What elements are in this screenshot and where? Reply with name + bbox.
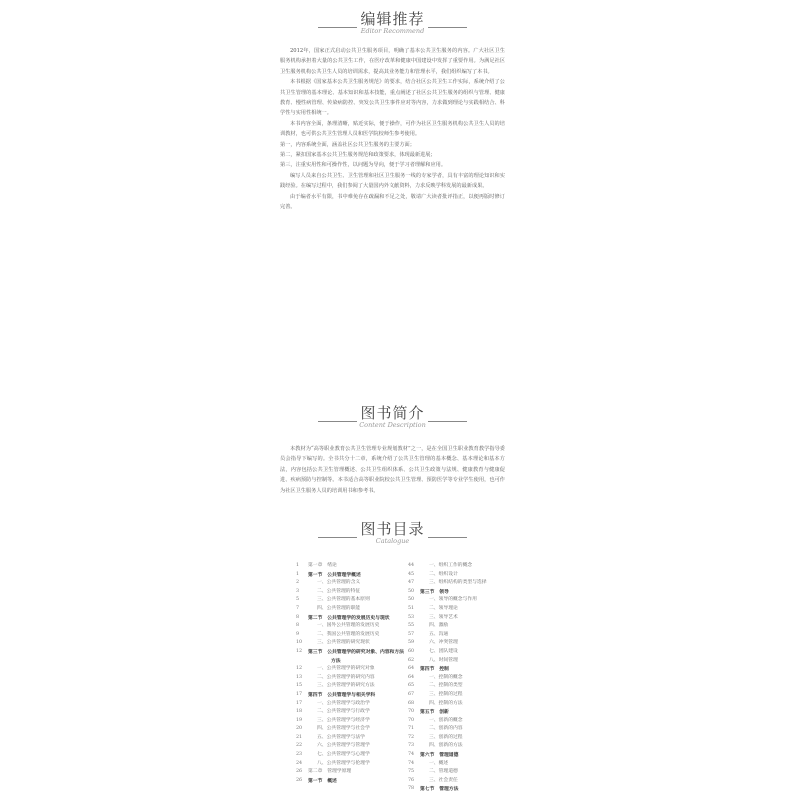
book-intro-section	[280, 402, 505, 496]
toc-entry	[296, 700, 391, 709]
toc-page-number: 8	[296, 614, 300, 620]
toc-entry-title: 第七节 管理方法	[420, 786, 459, 793]
toc-entry	[296, 665, 391, 674]
toc-entry	[296, 631, 391, 640]
toc-entry-title: 第一章 绪论	[308, 563, 337, 568]
toc-entry-title: 二、管理道德	[429, 769, 458, 775]
toc-page-number: 55	[408, 623, 415, 629]
toc-entry-title: 三、领导艺术	[429, 614, 458, 620]
toc-entry-title: 一、概述	[429, 760, 449, 766]
toc-entry	[296, 734, 391, 743]
toc-entry-title: 三、创新的过程	[429, 734, 463, 740]
toc-page-number: 1	[296, 571, 300, 577]
toc-entry	[296, 742, 391, 751]
toc-entry-title: 一、领导的概念与作用	[429, 597, 477, 603]
toc-page-number: 44	[408, 563, 415, 568]
toc-entry	[296, 562, 391, 571]
toc-page-number: 70	[408, 709, 415, 715]
toc-entry	[296, 648, 404, 657]
toc-entry	[296, 605, 391, 614]
toc-entry	[296, 588, 391, 597]
toc-page-number: 62	[408, 657, 415, 663]
toc-page-number: 26	[296, 777, 303, 783]
toc-entry	[408, 596, 508, 605]
toc-entry	[408, 725, 508, 734]
toc-entry-title: 三、公共管理的研究现状	[317, 640, 370, 646]
toc-entry	[296, 622, 391, 631]
toc-page-number: 23	[296, 752, 303, 758]
toc-entry	[296, 777, 391, 786]
toc-left-column	[296, 562, 404, 785]
toc-page-number: 64	[408, 666, 415, 672]
paragraph: 第二，紧扣国家基本公共卫生服务规范和政策要求，体现最新进展；	[280, 152, 436, 159]
toc-entry-title: 一、创新的概念	[429, 717, 463, 723]
toc-entry	[296, 760, 391, 769]
toc-entry-title: 三、组织结构的类型与选择	[429, 580, 487, 586]
toc-entry	[408, 571, 508, 580]
toc-entry	[296, 751, 391, 760]
toc-entry	[408, 682, 508, 691]
toc-entry-title: 一、公共管理学与政治学	[317, 700, 370, 706]
toc-entry-title: 二、公共管理学的研究内容	[317, 674, 375, 680]
toc-page-number: 75	[408, 769, 415, 775]
paragraph: 由于编者水平有限，书中难免存在疏漏和不足之处，敬请广大读者批评指正，以便再版时修订完善。	[280, 193, 505, 211]
book-page	[280, 0, 505, 800]
toc-entry	[296, 768, 391, 777]
toc-entry	[408, 742, 508, 751]
toc-page-number: 1	[296, 563, 300, 568]
toc-entry-title: 一、控制的概念	[429, 674, 463, 680]
toc-entry	[296, 682, 391, 691]
paragraph: 本教材为“高等职业教育公共卫生管理专业规划教材”之一，是在全国卫生职业教育教学指导委员会指导下编写的。全书共分十二章，系统介绍了公共卫生管理的基本概念、基本理论和基本方法，内容包括公共卫生管理概述、公共卫生组织体系、公共卫生政策与法规、健康教育与健康促进、疾病预防与控制等。本书适合高等职业院校公共卫生管理、预防医学等专业学生使用，也可作为社区卫生服务人员的培训用书和参考书。	[280, 446, 505, 494]
section-title: 图书目录	[357, 518, 427, 539]
toc-entry-title: 五、沟通	[429, 631, 449, 637]
toc-page-number: 71	[408, 726, 415, 732]
toc-entry	[408, 768, 508, 777]
book-intro-header	[280, 402, 505, 436]
toc-entry-title: 第五节 创新	[420, 709, 449, 716]
toc-page-number: 57	[408, 631, 415, 637]
catalog-section	[280, 518, 505, 793]
toc-page-number: 45	[408, 571, 415, 577]
toc-entry	[408, 665, 508, 674]
toc-page-number: 51	[408, 605, 415, 611]
toc-entry	[296, 614, 391, 623]
toc-entry-title: 二、组织设计	[429, 571, 458, 577]
toc-entry-title: 四、公共管理的职能	[317, 605, 361, 611]
toc-page-number: 50	[408, 597, 415, 603]
toc-entry	[296, 691, 391, 700]
toc-entry-title: 第一节 概述	[308, 777, 337, 784]
paragraph: 第三，注重实用性和可操作性，以问题为导向，便于学习者理解和应用。	[280, 162, 447, 169]
paragraph: 第一，内容系统全面，涵盖社区公共卫生服务的主要方面；	[280, 141, 415, 148]
section-subtitle: Catalogue	[375, 537, 410, 545]
toc-entry-title: 四、公共管理学与社会学	[317, 726, 370, 732]
toc-entry-title: 一、公共管理学的研究对象	[317, 666, 375, 672]
toc-page-number: 8	[296, 623, 300, 629]
toc-page-number: 22	[296, 743, 303, 749]
toc-entry-title: 一、国外公共管理的发展历史	[317, 623, 380, 629]
toc-entry	[408, 751, 508, 760]
toc-entry-title: 第二章 管理学原理	[308, 769, 352, 775]
toc-entry-title: 第二节 公共管理学的发展历史与现状	[308, 614, 390, 621]
toc-page-number: 78	[408, 786, 415, 792]
toc-page-number: 12	[296, 648, 303, 654]
toc-entry	[296, 571, 391, 580]
toc-entry	[408, 639, 508, 648]
toc-page-number	[296, 657, 308, 666]
toc-right-column	[408, 562, 508, 794]
toc-entry-title: 二、我国公共管理的发展历史	[317, 631, 380, 637]
toc-entry	[296, 717, 391, 726]
toc-entry	[408, 631, 508, 640]
toc-page-number: 12	[296, 666, 303, 672]
toc-entry-title: 第六节 管理道德	[420, 752, 459, 759]
toc-entry	[296, 657, 391, 666]
toc-entry	[408, 614, 508, 623]
toc-entry-title: 六、公共管理学与管理学	[317, 743, 370, 749]
toc-entry-title: 二、创新的内容	[429, 726, 463, 732]
toc-entry-title: 第一节 公共管理学概述	[308, 571, 361, 578]
toc-entry	[408, 605, 508, 614]
toc-page-number: 68	[408, 700, 415, 706]
book-intro-body	[280, 444, 505, 496]
toc-entry-title: 四、控制的方法	[429, 700, 463, 706]
toc-entry	[408, 717, 508, 726]
toc-page-number: 9	[296, 631, 300, 637]
toc-entry	[408, 708, 508, 717]
toc-page-number: 70	[408, 717, 415, 723]
toc-entry-title: 五、公共管理学与法学	[317, 734, 365, 740]
toc-entry	[296, 579, 391, 588]
toc-entry	[408, 562, 508, 571]
toc-page-number: 59	[408, 640, 415, 646]
paragraph: 编写人员来自公共卫生、卫生管理和社区卫生服务一线的专家学者，具有丰富的理论知识和实践经验。在编写过程中，我们参阅了大量国内外文献资料，力求反映学科发展的最新成果。	[280, 172, 505, 190]
toc-entry-title: 三、控制的过程	[429, 691, 463, 697]
toc-entry-title: 六、冲突管理	[429, 640, 458, 646]
toc-entry	[408, 700, 508, 709]
toc-page-number: 20	[296, 726, 303, 732]
editor-recommend-header	[280, 8, 505, 42]
toc-page-number: 47	[408, 580, 415, 586]
toc-entry-title: 二、领导理论	[429, 605, 458, 611]
toc-page-number: 67	[408, 691, 415, 697]
toc-page-number: 65	[408, 683, 415, 689]
toc-entry	[408, 622, 508, 631]
toc-entry-title: 二、公共管理学与行政学	[317, 709, 370, 715]
section-title: 编辑推荐	[357, 8, 427, 29]
editor-recommend-body	[280, 46, 505, 213]
toc-page-number: 19	[296, 717, 303, 723]
toc-entry-title: 三、社会责任	[429, 777, 458, 783]
toc-entry	[408, 691, 508, 700]
toc-page-number: 7	[296, 605, 300, 611]
toc-page-number: 26	[296, 769, 303, 775]
toc-entry-title: 七、公共管理学与心理学	[317, 752, 370, 758]
toc-entry	[408, 648, 508, 657]
toc-entry-title: 第三节 公共管理学的研究对象、内容和方法	[308, 648, 404, 655]
toc-page-number: 13	[296, 674, 303, 680]
toc-page-number: 76	[408, 777, 415, 783]
toc-entry	[408, 674, 508, 683]
toc-entry	[408, 657, 508, 666]
toc-entry-title: 方法	[331, 657, 341, 664]
toc-entry	[296, 708, 391, 717]
toc-entry	[408, 579, 508, 588]
toc-page-number: 74	[408, 760, 415, 766]
editor-recommend-section	[280, 8, 505, 213]
toc-page-number: 10	[296, 640, 303, 646]
toc-entry	[296, 725, 391, 734]
toc-page-number: 50	[408, 588, 415, 594]
toc-page-number: 53	[408, 614, 415, 620]
toc-page-number: 21	[296, 734, 303, 740]
toc-entry	[296, 639, 391, 648]
toc-page-number: 24	[296, 760, 303, 766]
toc-page-number: 74	[408, 752, 415, 758]
toc-entry-title: 四、创新的方法	[429, 743, 463, 749]
toc-page-number: 17	[296, 691, 303, 697]
catalog-header	[280, 518, 505, 552]
paragraph: 本书内容全面，条理清晰，贴近实际，便于操作，可作为社区卫生服务机构公共卫生人员的培训教材，也可供公共卫生管理人员和医学院校师生参考使用。	[280, 120, 505, 138]
paragraph: 本书根据《国家基本公共卫生服务规范》的要求，结合社区公共卫生工作实际，系统介绍了公共卫生管理的基本理论、基本知识和基本技能，重点阐述了社区公共卫生服务的组织与管理、健康教育、慢性病管理、传染病防控、突发公共卫生事件应对等内容，力求做到理论与实践相结合、科学性与实用性相统一。	[280, 79, 505, 117]
section-subtitle: Content Description	[359, 421, 426, 429]
toc-entry-title: 二、控制的类型	[429, 683, 463, 689]
toc-entry-title: 第三节 领导	[420, 588, 449, 595]
toc-page-number: 3	[296, 588, 300, 594]
section-subtitle: Editor Recommend	[360, 27, 425, 35]
toc-page-number: 73	[408, 743, 415, 749]
toc-entry-title: 三、公共管理学的研究方法	[317, 683, 375, 689]
toc-entry-title: 三、公共管理的基本原则	[317, 597, 370, 603]
toc-page-number: 2	[296, 580, 300, 586]
toc-page-number: 64	[408, 674, 415, 680]
toc-entry-title: 八、公共管理学与伦理学	[317, 760, 370, 766]
toc-entry-title: 二、公共管理的特征	[317, 588, 361, 594]
toc-entry	[296, 674, 391, 683]
toc-page-number: 15	[296, 683, 303, 689]
toc-entry-title: 第四节 公共管理学与相关学科	[308, 691, 376, 698]
toc-page-number: 17	[296, 700, 303, 706]
toc-page-number: 5	[296, 597, 300, 603]
toc-entry-title: 一、组织工作的概念	[429, 563, 473, 568]
toc-entry-title: 三、公共管理学与经济学	[317, 717, 370, 723]
toc-entry-title: 四、激励	[429, 623, 449, 629]
toc-page-number: 18	[296, 709, 303, 715]
toc-entry	[408, 734, 508, 743]
paragraph: 2012年，国家正式启动公共卫生服务项目，明确了基本公共卫生服务的内容。广大社区卫生服务机构承担着大量的公共卫生工作，在医疗改革和健康中国建设中发挥了重要作用。为满足社区卫生服务机构公共卫生人员的培训需求，提高其业务能力和管理水平，我们组织编写了本书。	[280, 48, 505, 75]
toc-page-number: 60	[408, 648, 415, 654]
toc-entry	[408, 785, 508, 794]
toc-entry	[408, 588, 508, 597]
toc-page-number: 72	[408, 734, 415, 740]
section-title: 图书简介	[357, 402, 427, 423]
toc-entry-title: 一、公共管理的含义	[317, 580, 361, 586]
toc-entry	[408, 760, 508, 769]
toc-entry-title: 七、团队建设	[429, 648, 458, 654]
toc-entry-title: 第四节 控制	[420, 666, 449, 673]
toc-entry	[296, 596, 391, 605]
toc-entry	[408, 777, 508, 786]
toc-entry-title: 八、时间管理	[429, 657, 458, 663]
